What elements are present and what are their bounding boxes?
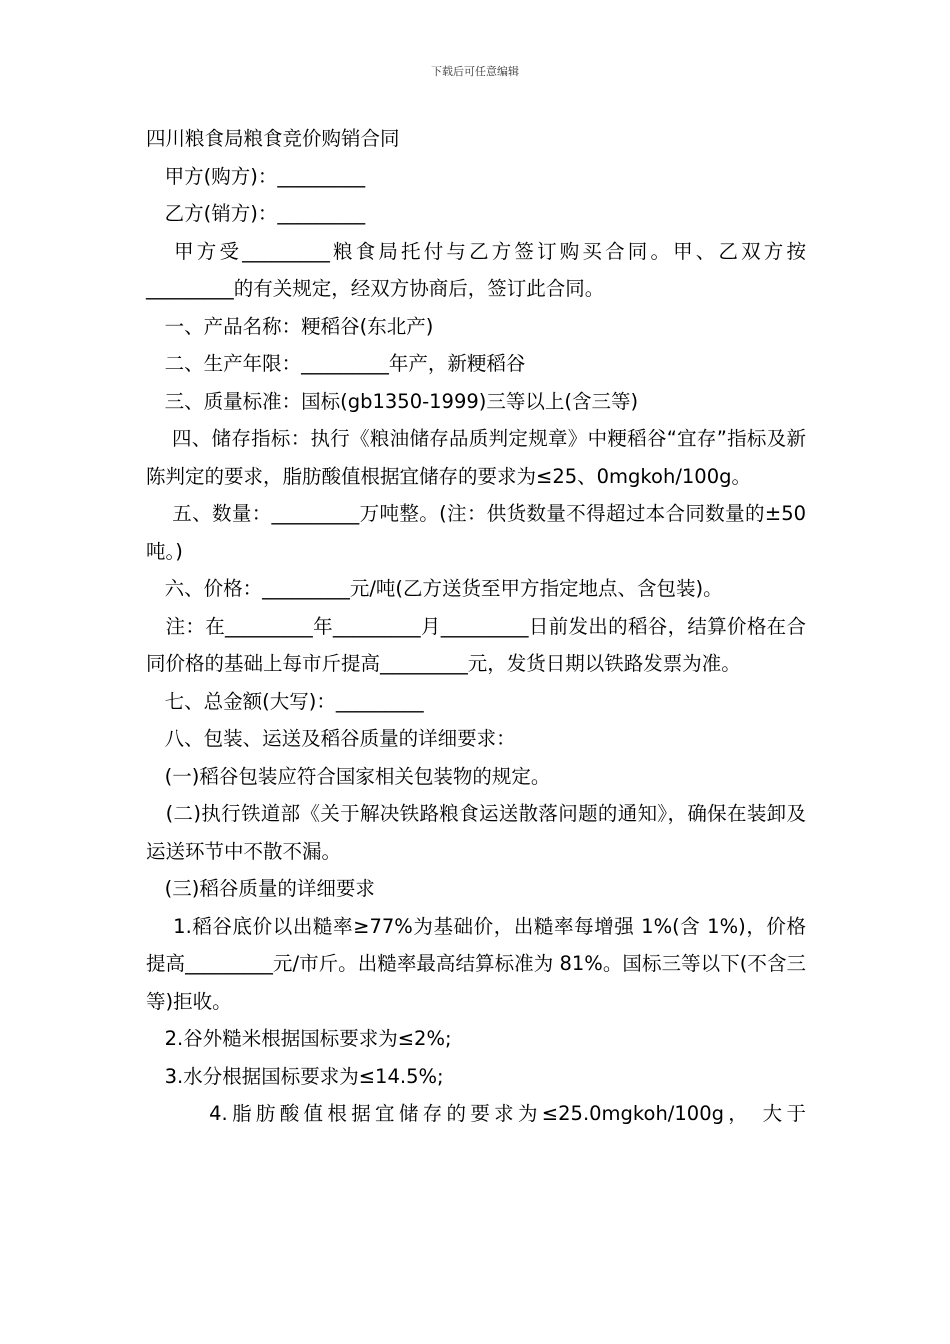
requirement-brown-rice-rate: 1.稻谷底价以出糙率≥77%为基础价，出糙率每增强 1%(含 1%)，价格提高_________元/市斤。出糙率最高结算标准为 81%。国标三等以下(不含三等)拒收。 xyxy=(146,914,806,1013)
clause-price-note: 注：在_________年_________月_________日前发出的稻谷，结算价格在合同价格的基础上每市斤提高_________元，发货日期以铁路发票为准。 xyxy=(146,614,806,675)
clause-product-name: 一、产品名称：粳稻谷(东北产) xyxy=(146,314,434,338)
requirement-fatty-acid: 4.脂肪酸值根据宜储存的要求为≤25.0mgkoh/100g， 大于 xyxy=(146,1102,806,1125)
clause-total-amount: 七、总金额(大写)：_________ xyxy=(146,689,424,713)
clause-quality-standard: 三、质量标准：国标(gb1350-1999)三等以上(含三等) xyxy=(146,389,639,413)
clause-quantity: 五、数量：_________万吨整。(注：供货数量不得超过本合同数量的±50吨。) xyxy=(146,502,807,563)
page-header-note: 下载后可任意编辑 xyxy=(431,65,519,78)
clause-production-year: 二、生产年限：_________年产，新粳稻谷 xyxy=(146,352,526,375)
party-a-line: 甲方(购方)：_________ xyxy=(146,164,366,188)
requirement-moisture: 3.水分根据国标要求为≤14.5%; xyxy=(146,1064,444,1088)
subclause-packaging: (一)稻谷包装应符合国家相关包装物的规定。 xyxy=(146,764,551,788)
clause-storage-index: 四、储存指标：执行《粮油储存品质判定规章》中粳稻谷“宜存”指标及新陈判定的要求，脂肪酸值根据宜储存的要求为≤25、0mgkoh/100g。 xyxy=(146,427,806,488)
party-b-line: 乙方(销方)：_________ xyxy=(146,202,366,225)
requirement-husked-rice: 2.谷外糙米根据国标要求为≤2%; xyxy=(146,1027,452,1050)
clause-packaging-heading: 八、包装、运送及稻谷质量的详细要求： xyxy=(146,727,516,750)
clause-price: 六、价格：_________元/吨(乙方送货至甲方指定地点、含包装)。 xyxy=(146,577,723,600)
subclause-transport: (二)执行铁道部《关于解决铁路粮食运送散落问题的通知》，确保在装卸及运送环节中不散不漏。 xyxy=(146,802,806,863)
subclause-quality-heading: (三)稻谷质量的详细要求 xyxy=(146,877,375,900)
contract-body xyxy=(146,120,806,1133)
intro-paragraph: 甲方受_________粮食局托付与乙方签订购买合同。甲、乙双方按_________的有关规定，经双方协商后，签订此合同。 xyxy=(146,239,806,300)
document-title: 四川粮食局粮食竞价购销合同 xyxy=(146,127,400,150)
